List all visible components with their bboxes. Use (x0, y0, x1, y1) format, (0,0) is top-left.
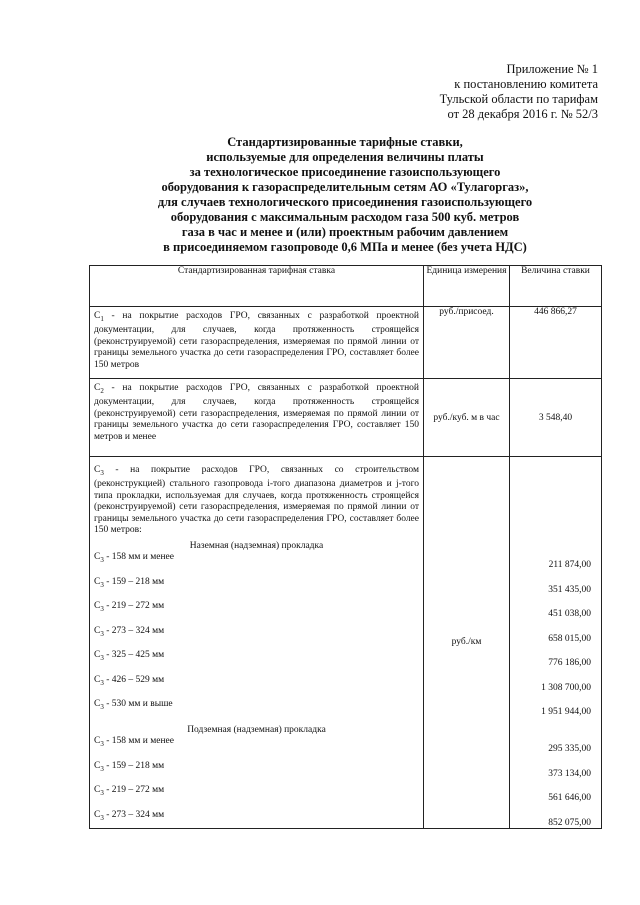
underground-values (510, 742, 601, 828)
section-underground: Подземная (надземная) прокладка (187, 724, 326, 735)
value-cell (510, 379, 602, 457)
rate-code-sub: 2 (100, 386, 104, 395)
value-item: 295 335,00 (548, 744, 591, 754)
appendix-line-2: к постановлению комитета (454, 77, 598, 91)
title-line: для случаев технологического присоединения газоиспользующего (157, 195, 533, 209)
value-item: 776 186,00 (548, 658, 591, 668)
list-item: $С_3 - 219 - 272$ мм (94, 601, 165, 613)
value-text: 3 548,40 (538, 412, 573, 423)
rate-code-sub: 1 (100, 314, 104, 323)
appendix-line-4: от 28 декабря 2016 г. № 52/3 (447, 107, 598, 121)
header-unit: Единица измерения (424, 266, 510, 307)
list-item: $С_3 - 219 - 272$ мм (94, 785, 165, 797)
appendix-header (440, 62, 598, 122)
tariff-table (89, 265, 602, 829)
header-rate: Стандартизированная тарифная ставка (90, 266, 424, 307)
value-item: 1 308 700,00 (541, 682, 591, 693)
title-line: оборудования с максимальным расходом газа 500 куб. метров (170, 210, 520, 224)
rate-code: С (94, 383, 101, 393)
value-item: 351 435,00 (548, 584, 591, 595)
title-line: используемые для определения величины платы (206, 150, 484, 164)
rate-description: - на покрытие расходов ГРО, связанных с разработкой проектной документации, для случаев, когда протяженность строящейся (реконструируемой) сети газораспределения, измеряемая по прямой линии от границы земельного участка до сети газораспределения ГРО, составляет более 150 метров (94, 311, 419, 370)
above-ground-list (90, 552, 423, 711)
value-cell: 446 866,27 (510, 307, 602, 379)
rate-code: С (94, 465, 101, 475)
list-item: $С_3 - 158$ мм и менее (94, 552, 174, 564)
rate-description: - на покрытие расходов ГРО, связанных с разработкой проектной документации, для случаев, когда протяженность строящейся (реконструируемой) сети газораспределения, измеряемая по прямой линии от границы земельного участка до сети газораспределения ГРО, составляет 150 метров и менее (94, 383, 419, 442)
appendix-line-1: Приложение № 1 (506, 62, 598, 76)
header-value: Величина ставки (510, 266, 602, 307)
rate-code: С (94, 311, 101, 321)
title-line: в присоединяемом газопроводе 0,6 МПа и менее (без учета НДС) (163, 240, 527, 254)
unit-cell (424, 379, 510, 457)
list-item: $С_3 - 158$ мм и менее (94, 736, 174, 748)
above-ground-values (510, 558, 601, 717)
table-row-c2 (90, 379, 602, 457)
document-title (90, 135, 600, 255)
section-above-ground: Наземная (надземная) прокладка (189, 540, 324, 551)
rate-cell (90, 379, 424, 457)
value-item: 373 134,00 (548, 768, 591, 779)
rate-description: - на покрытие расходов ГРО, связанных со строительством (реконструкцией) стального газопровода i-того диапазона диаметров и j-того типа прокладки, используемая для случаев, когда протяженность строящейся (реконструируемой) сети газораспределения, измеряемая по прямой линии от границы земельного участка до сети газораспределения ГРО, составляет более 150 метров: (94, 465, 419, 536)
table-header-row (90, 266, 602, 307)
title-line: оборудования к газораспределительным сетям АО «Тулагоргаз», (161, 180, 529, 194)
table-row-c3 (90, 457, 602, 829)
appendix-line-3: Тульской области по тарифам (439, 92, 598, 106)
unit-cell: руб./присоед. (424, 307, 510, 379)
list-item: $С_3 - 159 - 218$ мм (94, 760, 165, 773)
table-row-c1 (90, 307, 602, 379)
value-item: 211 874,00 (548, 560, 591, 570)
list-item: $С_3 - 273 - 324$ мм (94, 809, 165, 822)
list-item: $С_3 - 325 - 425$ мм (94, 650, 165, 662)
rate-cell (90, 307, 424, 379)
value-cell (510, 457, 602, 829)
title-line: за технологическое присоединение газоиспользующего (189, 165, 501, 179)
unit-text: руб./км (451, 637, 482, 648)
title-line: Стандартизированные тарифные ставки, (227, 135, 463, 149)
value-item: 561 646,00 (548, 793, 591, 803)
value-item: 1 951 944,00 (541, 707, 591, 717)
value-item: 658 015,00 (548, 633, 591, 644)
list-item: $С_3 - 426 - 529$ мм (94, 674, 165, 687)
underground-list (90, 736, 423, 828)
list-item: $С_3 - 530$ мм и выше (94, 699, 173, 711)
list-item: $С_3 - 273 - 324$ мм (94, 625, 165, 638)
unit-text: руб./куб. м в час (433, 412, 500, 423)
value-item: 852 075,00 (548, 817, 591, 828)
rate-cell (90, 457, 424, 829)
title-line: газа в час и менее и (или) проектным рабочим давлением (181, 225, 509, 239)
value-item: 451 038,00 (548, 609, 591, 619)
unit-cell (424, 457, 510, 829)
list-item: $С_3 - 159 - 218$ мм (94, 576, 165, 589)
rate-code-sub: 3 (100, 468, 104, 477)
